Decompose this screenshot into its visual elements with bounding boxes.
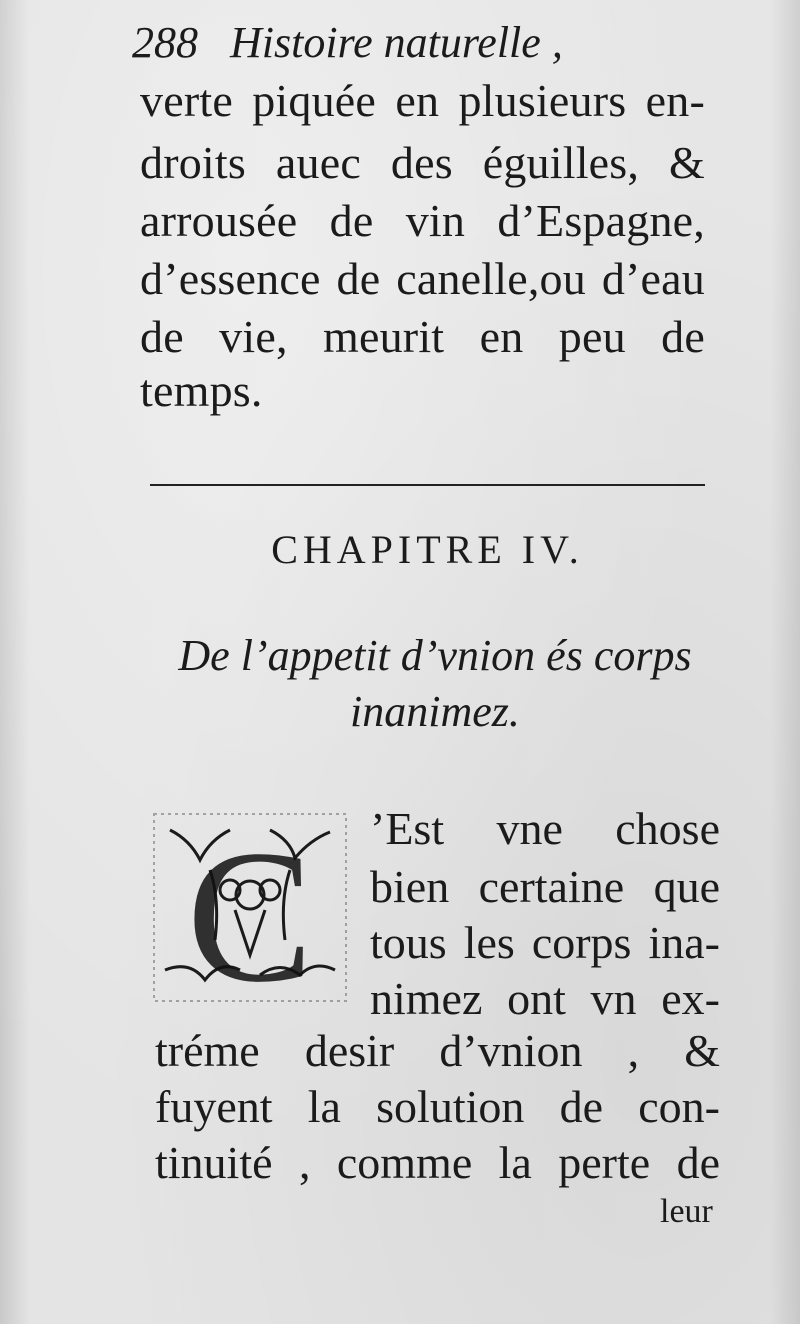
- chapter-subtitle-line: inanimez.: [350, 687, 520, 736]
- text-line: ’Est vne chose: [370, 803, 720, 854]
- running-title: Histoire naturelle ,: [230, 18, 563, 67]
- text-line: droits auec des éguilles, &: [140, 137, 705, 188]
- text-line: d’essence de canelle,ou d’eau: [140, 253, 705, 304]
- text-line: de vie, meurit en peu de: [140, 311, 705, 362]
- text-line: fuyent la solution de con-: [155, 1081, 720, 1132]
- text-line: nimez ont vn ex-: [370, 973, 720, 1024]
- text-line: arrousée de vin d’Espagne,: [140, 195, 705, 246]
- page-number: 288: [132, 18, 198, 67]
- chapter-subtitle-line: De l’appetit d’vnion és corps: [178, 631, 692, 680]
- text-line: verte piquée en plusieurs en-: [140, 75, 705, 126]
- chapter-heading: CHAPITRE IV.: [271, 527, 584, 572]
- text-line: bien certaine que: [370, 861, 720, 912]
- text-line: temps.: [140, 365, 263, 416]
- decorated-initial-c: [150, 810, 350, 1005]
- text-line: tous les corps ina-: [370, 917, 720, 968]
- running-header: [132, 14, 692, 72]
- initial-letter: C: [186, 812, 314, 1005]
- text-line: tinuité , comme la perte de: [155, 1137, 720, 1188]
- catchword: leur: [660, 1193, 713, 1230]
- text-line: tréme desir d’vnion , &: [155, 1025, 720, 1076]
- section-rule: [150, 484, 705, 486]
